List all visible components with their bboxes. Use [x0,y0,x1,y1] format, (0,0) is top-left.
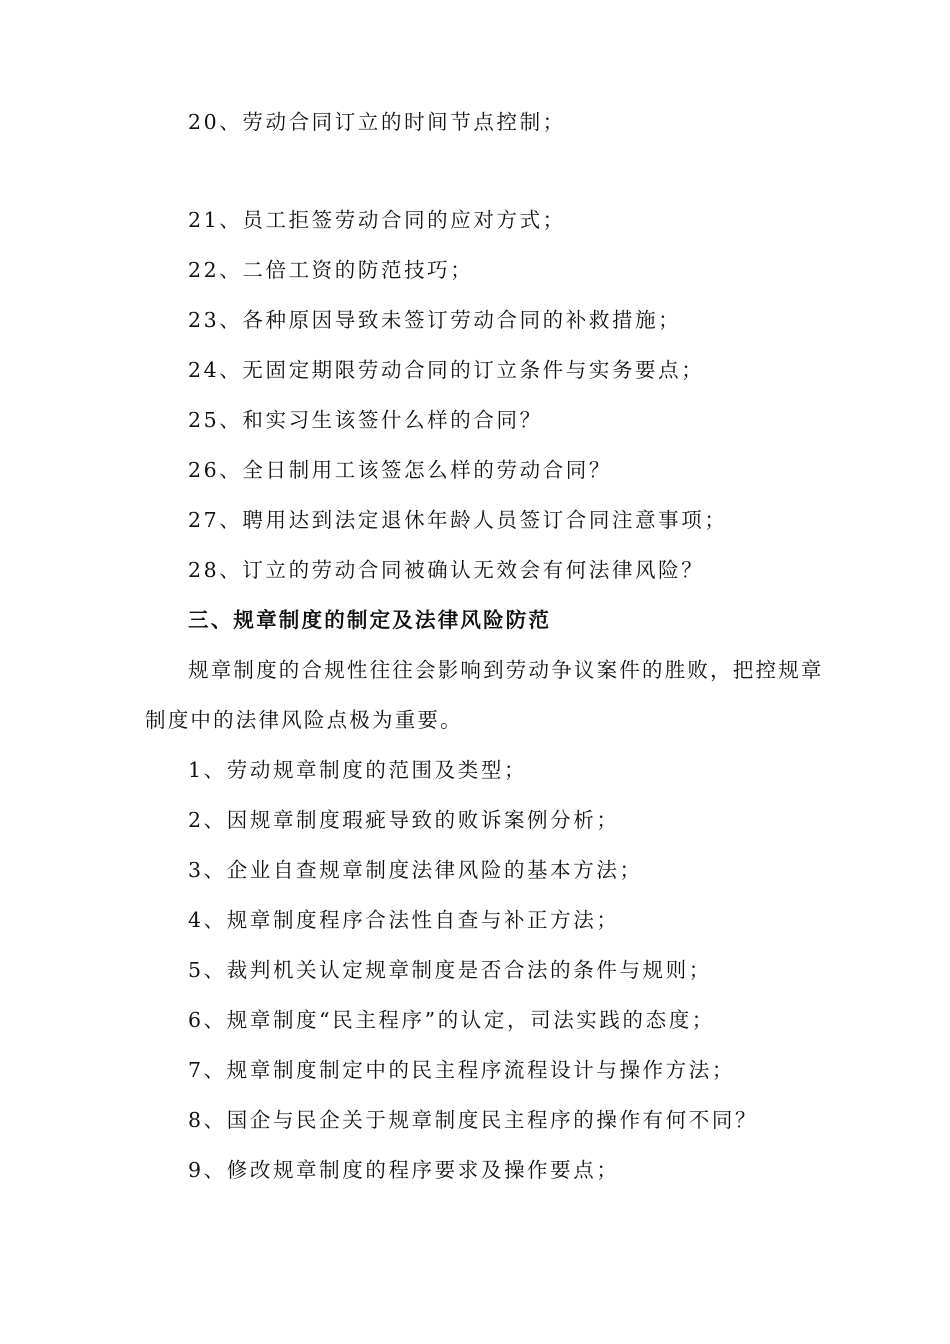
rules-item-1: 1、劳动规章制度的范围及类型； [188,758,528,782]
intro-paragraph-line-1: 规章制度的合规性往往会影响到劳动争议案件的胜败，把控规章 [188,658,824,682]
rules-item-6: 6、规章制度“民主程序”的认定，司法实践的态度； [188,1008,715,1032]
list-item-24: 24、无固定期限劳动合同的订立条件与实务要点； [188,358,705,382]
rules-item-2: 2、因规章制度瑕疵导致的败诉案例分析； [188,808,620,832]
list-item-25: 25、和实习生该签什么样的合同？ [188,408,543,432]
rules-item-9: 9、修改规章制度的程序要求及操作要点； [188,1158,620,1182]
list-item-21: 21、员工拒签劳动合同的应对方式； [188,208,566,232]
intro-paragraph-line-2: 制度中的法律风险点极为重要。 [145,708,463,732]
rules-item-5: 5、裁判机关认定规章制度是否合法的条件与规则； [188,958,712,982]
rules-item-7: 7、规章制度制定中的民主程序流程设计与操作方法； [188,1058,735,1082]
list-item-20: 20、劳动合同订立的时间节点控制； [188,110,566,134]
list-item-27: 27、聘用达到法定退休年龄人员签订合同注意事项； [188,508,728,532]
list-item-23: 23、各种原因导致未签订劳动合同的补救措施； [188,308,682,332]
section-heading: 三、规章制度的制定及法律风险防范 [188,608,552,632]
rules-item-4: 4、规章制度程序合法性自查与补正方法； [188,908,620,932]
list-item-26: 26、全日制用工该签怎么样的劳动合同？ [188,458,612,482]
rules-item-8: 8、国企与民企关于规章制度民主程序的操作有何不同？ [188,1108,759,1132]
rules-item-3: 3、企业自查规章制度法律风险的基本方法； [188,858,643,882]
list-item-28: 28、订立的劳动合同被确认无效会有何法律风险？ [188,558,705,582]
list-item-22: 22、二倍工资的防范技巧； [188,258,474,282]
